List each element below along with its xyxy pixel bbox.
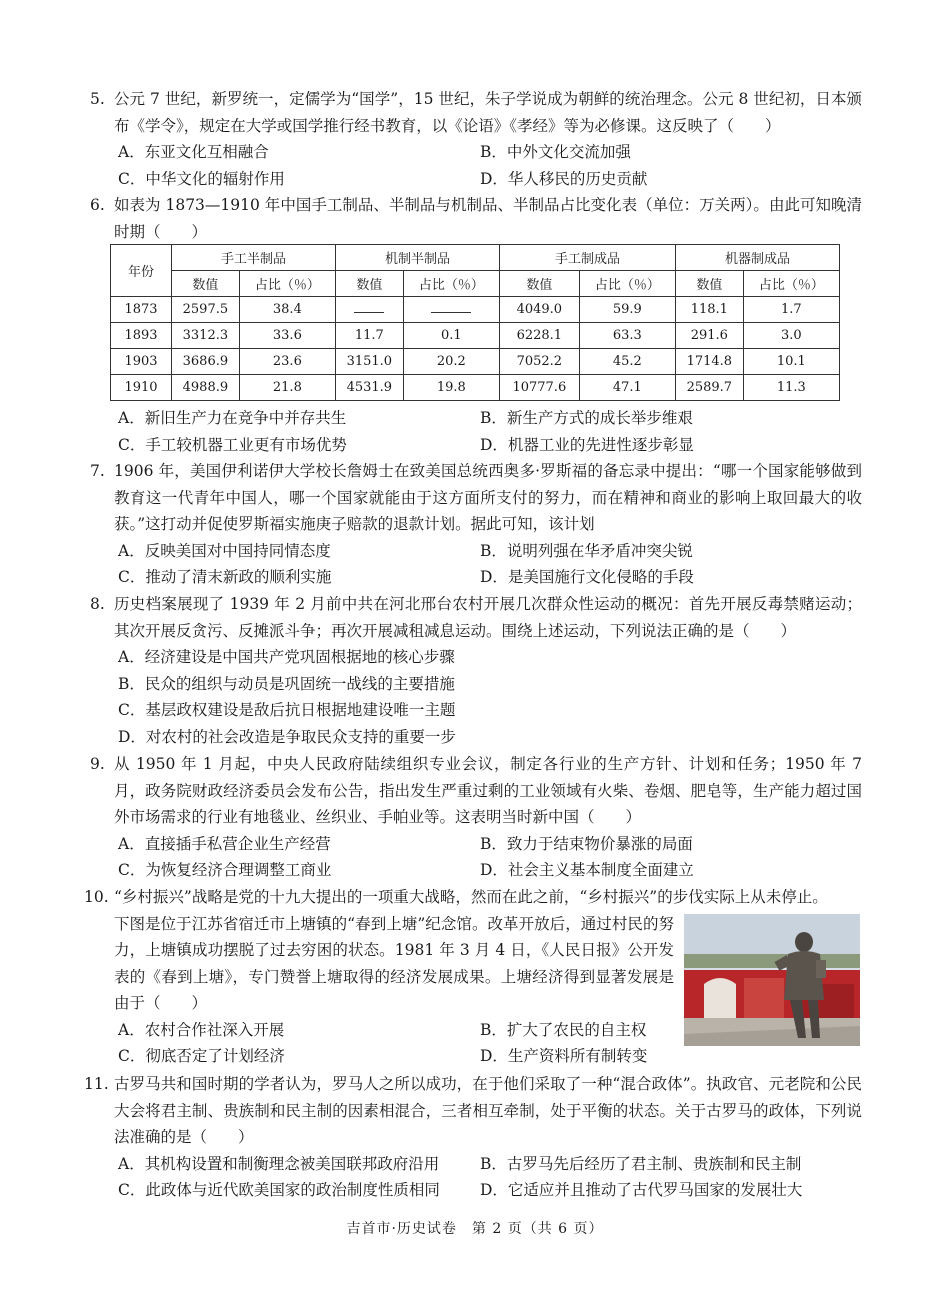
group-header: 手工制成品: [499, 245, 675, 271]
table-row: [111, 349, 840, 375]
question-11: [84, 1071, 862, 1204]
question-9: [90, 751, 862, 884]
table-cell: 21.8: [239, 375, 335, 401]
table-cell: 4988.9: [172, 375, 240, 401]
sub-header-ratio: 占比（％）: [403, 271, 499, 297]
option-d[interactable]: D．社会主义基本制度全面建立: [480, 861, 694, 879]
table-cell: 45.2: [579, 349, 675, 375]
option-d[interactable]: D．是美国施行文化侵略的手段: [480, 568, 694, 586]
question-stem: 历史档案展现了 1939 年 2 月前中共在河北邢台农村开展几次群众性运动的概况：首先开展反毒禁赌运动；其次开展反贪污、反摊派斗争；再次开展减租减息运动。围绕上述运动，下列说法正确的是（ ）: [114, 595, 862, 640]
memorial-hall-photo: [684, 914, 860, 1046]
question-stem: 从 1950 年 1 月起，中央人民政府陆续组织专业会议，制定各行业的生产方针、计划和任务；1950 年 7 月，政务院财政经济委员会发布公告，指出发生严重过剩的工业领域有火柴、卷烟、肥皂等，生产能力超过国外市场需求的行业有地毯业、丝织业、手帕业等。这表明当时新中国（ ）: [114, 755, 862, 826]
option-b[interactable]: B．中外文化交流加强: [480, 143, 631, 161]
option-b[interactable]: B．致力于结束物价暴涨的局面: [480, 834, 693, 853]
sub-header-ratio: 占比（％）: [743, 271, 839, 297]
option-d[interactable]: D．机器工业的先进性逐步彰显: [480, 435, 694, 454]
question-5: [90, 86, 862, 192]
table-cell: 3312.3: [172, 323, 240, 349]
sub-header-ratio: 占比（％）: [239, 271, 335, 297]
year-cell: 1893: [111, 323, 172, 349]
table-cell: 59.9: [579, 297, 675, 323]
table-cell: 19.8: [403, 375, 499, 401]
question-8: [90, 591, 862, 750]
question-number: 9.: [90, 755, 105, 773]
table-cell: 38.4: [239, 297, 335, 323]
sub-header-value: 数值: [499, 271, 579, 297]
table-cell: 2589.7: [675, 375, 743, 401]
question-stem: 1906 年，美国伊利诺伊大学校长詹姆士在致美国总统西奥多·罗斯福的备忘录中提出：“哪一个国家能够做到教育这一代青年中国人，哪一个国家就能由于这方面所支付的努力，而在精神和商业的影响上取回最大的收获。”这打动并促使罗斯福实施庚子赔款的退款计划。据此可知，该计划: [114, 462, 862, 533]
table-cell: 3.0: [743, 323, 839, 349]
option-a[interactable]: A．直接插手私营企业生产经营: [118, 834, 331, 853]
sub-header-value: 数值: [172, 271, 240, 297]
option-c[interactable]: C．手工较机器工业更有市场优势: [118, 435, 347, 454]
option-b[interactable]: B．扩大了农民的自主权: [480, 1020, 647, 1039]
table-cell: 20.2: [403, 349, 499, 375]
table-row: [111, 323, 840, 349]
sub-header-ratio: 占比（％）: [579, 271, 675, 297]
question-number: 7.: [90, 462, 105, 480]
table-cell: 1714.8: [675, 349, 743, 375]
option-a[interactable]: A．农村合作社深入开展: [118, 1020, 285, 1039]
table-cell: 33.6: [239, 323, 335, 349]
table-cell: 4531.9: [335, 375, 403, 401]
options: [118, 1151, 862, 1204]
table-cell: 23.6: [239, 349, 335, 375]
group-header: 机制半制品: [335, 245, 499, 271]
table-cell: 2597.5: [172, 297, 240, 323]
table-row: [111, 375, 840, 401]
question-stem: 古罗马共和国时期的学者认为，罗马人之所以成功，在于他们采取了一种“混合政体”。执政官、元老院和公民大会将君主制、贵族制和民主制的因素相混合，三者相互牵制，处于平衡的状态。关于古罗马的政体，下列说法准确的是（ ）: [114, 1075, 862, 1146]
option-c[interactable]: C．中华文化的辐射作用: [118, 169, 285, 188]
option-c[interactable]: C．为恢复经济合理调整工商业: [118, 861, 332, 879]
option-d[interactable]: D．生产资料所有制转变: [480, 1047, 648, 1065]
table-cell: 63.3: [579, 323, 675, 349]
question-number: 5.: [90, 90, 105, 108]
table-cell: 11.7: [335, 323, 403, 349]
data-table: [110, 244, 840, 401]
table-cell: 7052.2: [499, 349, 579, 375]
table-cell: 118.1: [675, 297, 743, 323]
question-6-options: [90, 405, 862, 458]
year-cell: 1910: [111, 375, 172, 401]
option-c[interactable]: C．推动了清末新政的顺利实施: [118, 568, 332, 586]
table-cell: 1.7: [743, 297, 839, 323]
option-a[interactable]: A．经济建设是中国共产党巩固根据地的核心步骤: [118, 648, 455, 666]
options: [118, 538, 862, 591]
option-a[interactable]: A．东亚文化互相融合: [118, 143, 269, 161]
question-number: 8.: [90, 595, 105, 613]
option-b[interactable]: B．新生产方式的成长举步维艰: [480, 409, 693, 427]
table-row: [111, 297, 840, 323]
table-cell: 3151.0: [335, 349, 403, 375]
page-footer: 吉首市·历史试卷 第 2 页（共 6 页）: [346, 1221, 604, 1237]
group-header: 手工半制品: [172, 245, 336, 271]
option-b[interactable]: B．说明列强在华矛盾冲突尖锐: [480, 541, 693, 560]
option-c[interactable]: C．基层政权建设是敌后抗日根据地建设唯一主题: [118, 701, 456, 719]
table-cell: 0.1: [403, 323, 499, 349]
group-header: 机器制成品: [675, 245, 839, 271]
sub-header-value: 数值: [335, 271, 403, 297]
question-number: 10.: [84, 888, 109, 906]
sub-header-value: 数值: [675, 271, 743, 297]
option-d[interactable]: D．对农村的社会改造是争取民众支持的重要一步: [118, 727, 456, 746]
table-cell: 10777.6: [499, 375, 579, 401]
year-cell: 1903: [111, 349, 172, 375]
option-b[interactable]: B．古罗马先后经历了君主制、贵族制和民主制: [480, 1154, 802, 1173]
options: [118, 405, 862, 458]
table-cell: 11.3: [743, 375, 839, 401]
option-c[interactable]: C．此政体与近代欧美国家的政治制度性质相同: [118, 1181, 440, 1199]
year-cell: 1873: [111, 297, 172, 323]
option-a[interactable]: A．反映美国对中国持同情态度: [118, 541, 331, 560]
question-stem-top: “乡村振兴”战略是党的十九大提出的一项重大战略，然而在此之前，“乡村振兴”的步伐实际上从未停止。: [114, 888, 828, 906]
table-cell: 10.1: [743, 349, 839, 375]
question-number: 6.: [90, 196, 105, 214]
table-cell: 4049.0: [499, 297, 579, 323]
options: [118, 139, 862, 192]
question-number: 11.: [84, 1075, 109, 1093]
table-cell: 3686.9: [172, 349, 240, 375]
question-6: [90, 192, 862, 245]
year-header: 年份: [111, 245, 172, 297]
options: [118, 644, 862, 750]
question-stem: 如表为 1873—1910 年中国手工制品、半制品与机制品、半制品占比变化表（单位：万关两）。由此可知晚清时期（ ）: [114, 196, 862, 241]
table-cell: 47.1: [579, 375, 675, 401]
options: [118, 831, 862, 884]
table-cell: 6228.1: [499, 323, 579, 349]
option-c[interactable]: C．彻底否定了计划经济: [118, 1047, 285, 1065]
table-cell-blank: [335, 297, 403, 323]
question-stem: 公元 7 世纪，新罗统一，定儒学为“国学”，15 世纪，朱子学说成为朝鲜的统治理念。公元 8 世纪初，日本颁布《学令》，规定在大学或国学推行经书教育，以《论语》《孝经》等为必修课。这反映了（ ）: [114, 90, 862, 135]
question-stem: 下图是位于江苏省宿迁市上塘镇的“春到上塘”纪念馆。改革开放后，通过村民的努力，上塘镇成功摆脱了过去穷困的状态。1981 年 3 月 4 日，《人民日报》公开发表的《春到上塘》，专门赞誉上塘取得的经济发展成果。上塘经济得到显著发展是由于（ ）: [114, 914, 674, 1012]
option-a[interactable]: A．其机构设置和制衡理念被美国联邦政府沿用: [118, 1154, 440, 1173]
option-b[interactable]: B．民众的组织与动员是巩固统一战线的主要措施: [118, 674, 455, 693]
option-a[interactable]: A．新旧生产力在竞争中并存共生: [118, 409, 347, 427]
option-d[interactable]: D．华人移民的历史贡献: [480, 169, 648, 188]
option-d[interactable]: D．它适应并且推动了古代罗马国家的发展壮大: [480, 1181, 803, 1199]
table-cell: 291.6: [675, 323, 743, 349]
question-7: [90, 458, 862, 591]
table-cell-blank: [403, 297, 499, 323]
